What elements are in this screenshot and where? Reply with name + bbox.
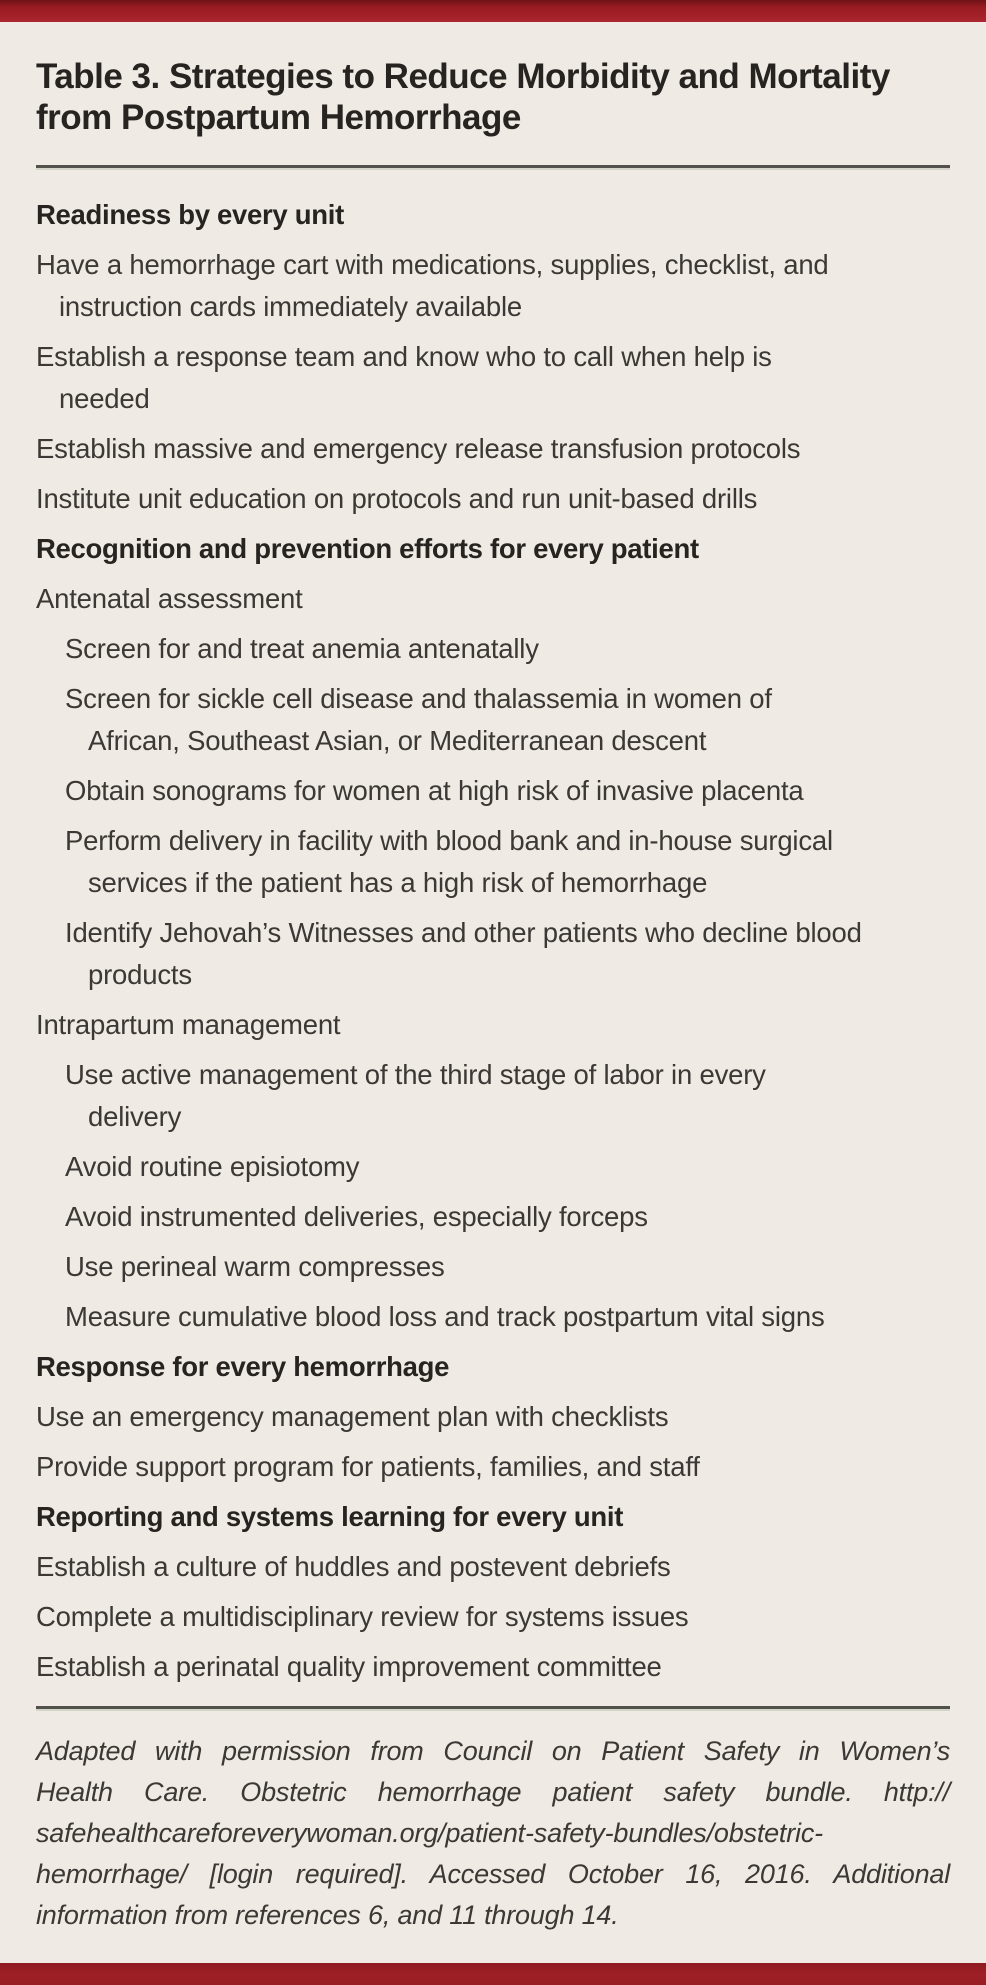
table-row: Establish a culture of huddles and postevent debriefs [36,1550,671,1582]
table-row: Provide support program for patients, families, and staff [36,1450,700,1482]
section-header: Response for every hemorrhage [36,1350,450,1382]
table-row: Screen for and treat anemia antenatally [65,632,539,664]
table-row: Establish a response team and know who to call when help is needed [36,340,772,414]
divider-bottom [36,1706,950,1709]
table-row: Avoid routine episiotomy [65,1150,360,1182]
bottom-accent-bar [0,1963,986,1985]
footnote [36,1731,950,1936]
table-row: Establish massive and emergency release transfusion protocols [36,432,801,464]
table-row: Establish a perinatal quality improvement committee [36,1650,662,1682]
table-title: Table 3. Strategies to Reduce Morbidity and Mortality from Postpartum Hemorrhage [36,57,890,138]
strategy-list [36,194,950,1688]
table-row: Obtain sonograms for women at high risk of invasive placenta [65,774,804,806]
table-row: Antenatal assessment [36,582,303,614]
footnote-line: Health Care. Obstetric hemorrhage patient safety bundle. http:// [36,1776,950,1807]
table-row: Intrapartum management [36,1008,341,1040]
table-row: Have a hemorrhage cart with medications, supplies, checklist, and instruction cards immediately available [36,248,829,322]
footnote-line: information from references 6, and 11 through 14. [36,1899,619,1930]
footnote-line: safehealthcareforeverywoman.org/patient-safety-bundles/obstetric- [36,1817,823,1848]
table-row: Use active management of the third stage of labor in every delivery [65,1058,766,1132]
table-row: Avoid instrumented deliveries, especially forceps [65,1200,648,1232]
table-row: Screen for sickle cell disease and thalassemia in women of African, Southeast Asian, or Mediterranean descent [65,682,772,756]
table-row: Identify Jehovah’s Witnesses and other patients who decline blood products [65,916,862,990]
table-row: Use perineal warm compresses [65,1250,445,1282]
section-header: Reporting and systems learning for every unit [36,1500,624,1532]
table-row: Complete a multidisciplinary review for systems issues [36,1600,689,1632]
divider-top [36,165,950,168]
footnote-line: hemorrhage/ [login required]. Accessed October 16, 2016. Additional [36,1858,950,1889]
top-accent-bar [0,0,986,22]
footnote-line: Adapted with permission from Council on Patient Safety in Women’s [36,1735,950,1766]
table-row: Institute unit education on protocols and run unit-based drills [36,482,758,514]
table-row: Perform delivery in facility with blood bank and in-house surgical services if the patient has a high risk of hemorrhage [65,824,833,898]
section-header: Readiness by every unit [36,198,344,230]
table-row: Use an emergency management plan with checklists [36,1400,669,1432]
table-row: Measure cumulative blood loss and track postpartum vital signs [65,1300,825,1332]
table-content [0,22,986,1963]
section-header: Recognition and prevention efforts for every patient [36,532,699,564]
